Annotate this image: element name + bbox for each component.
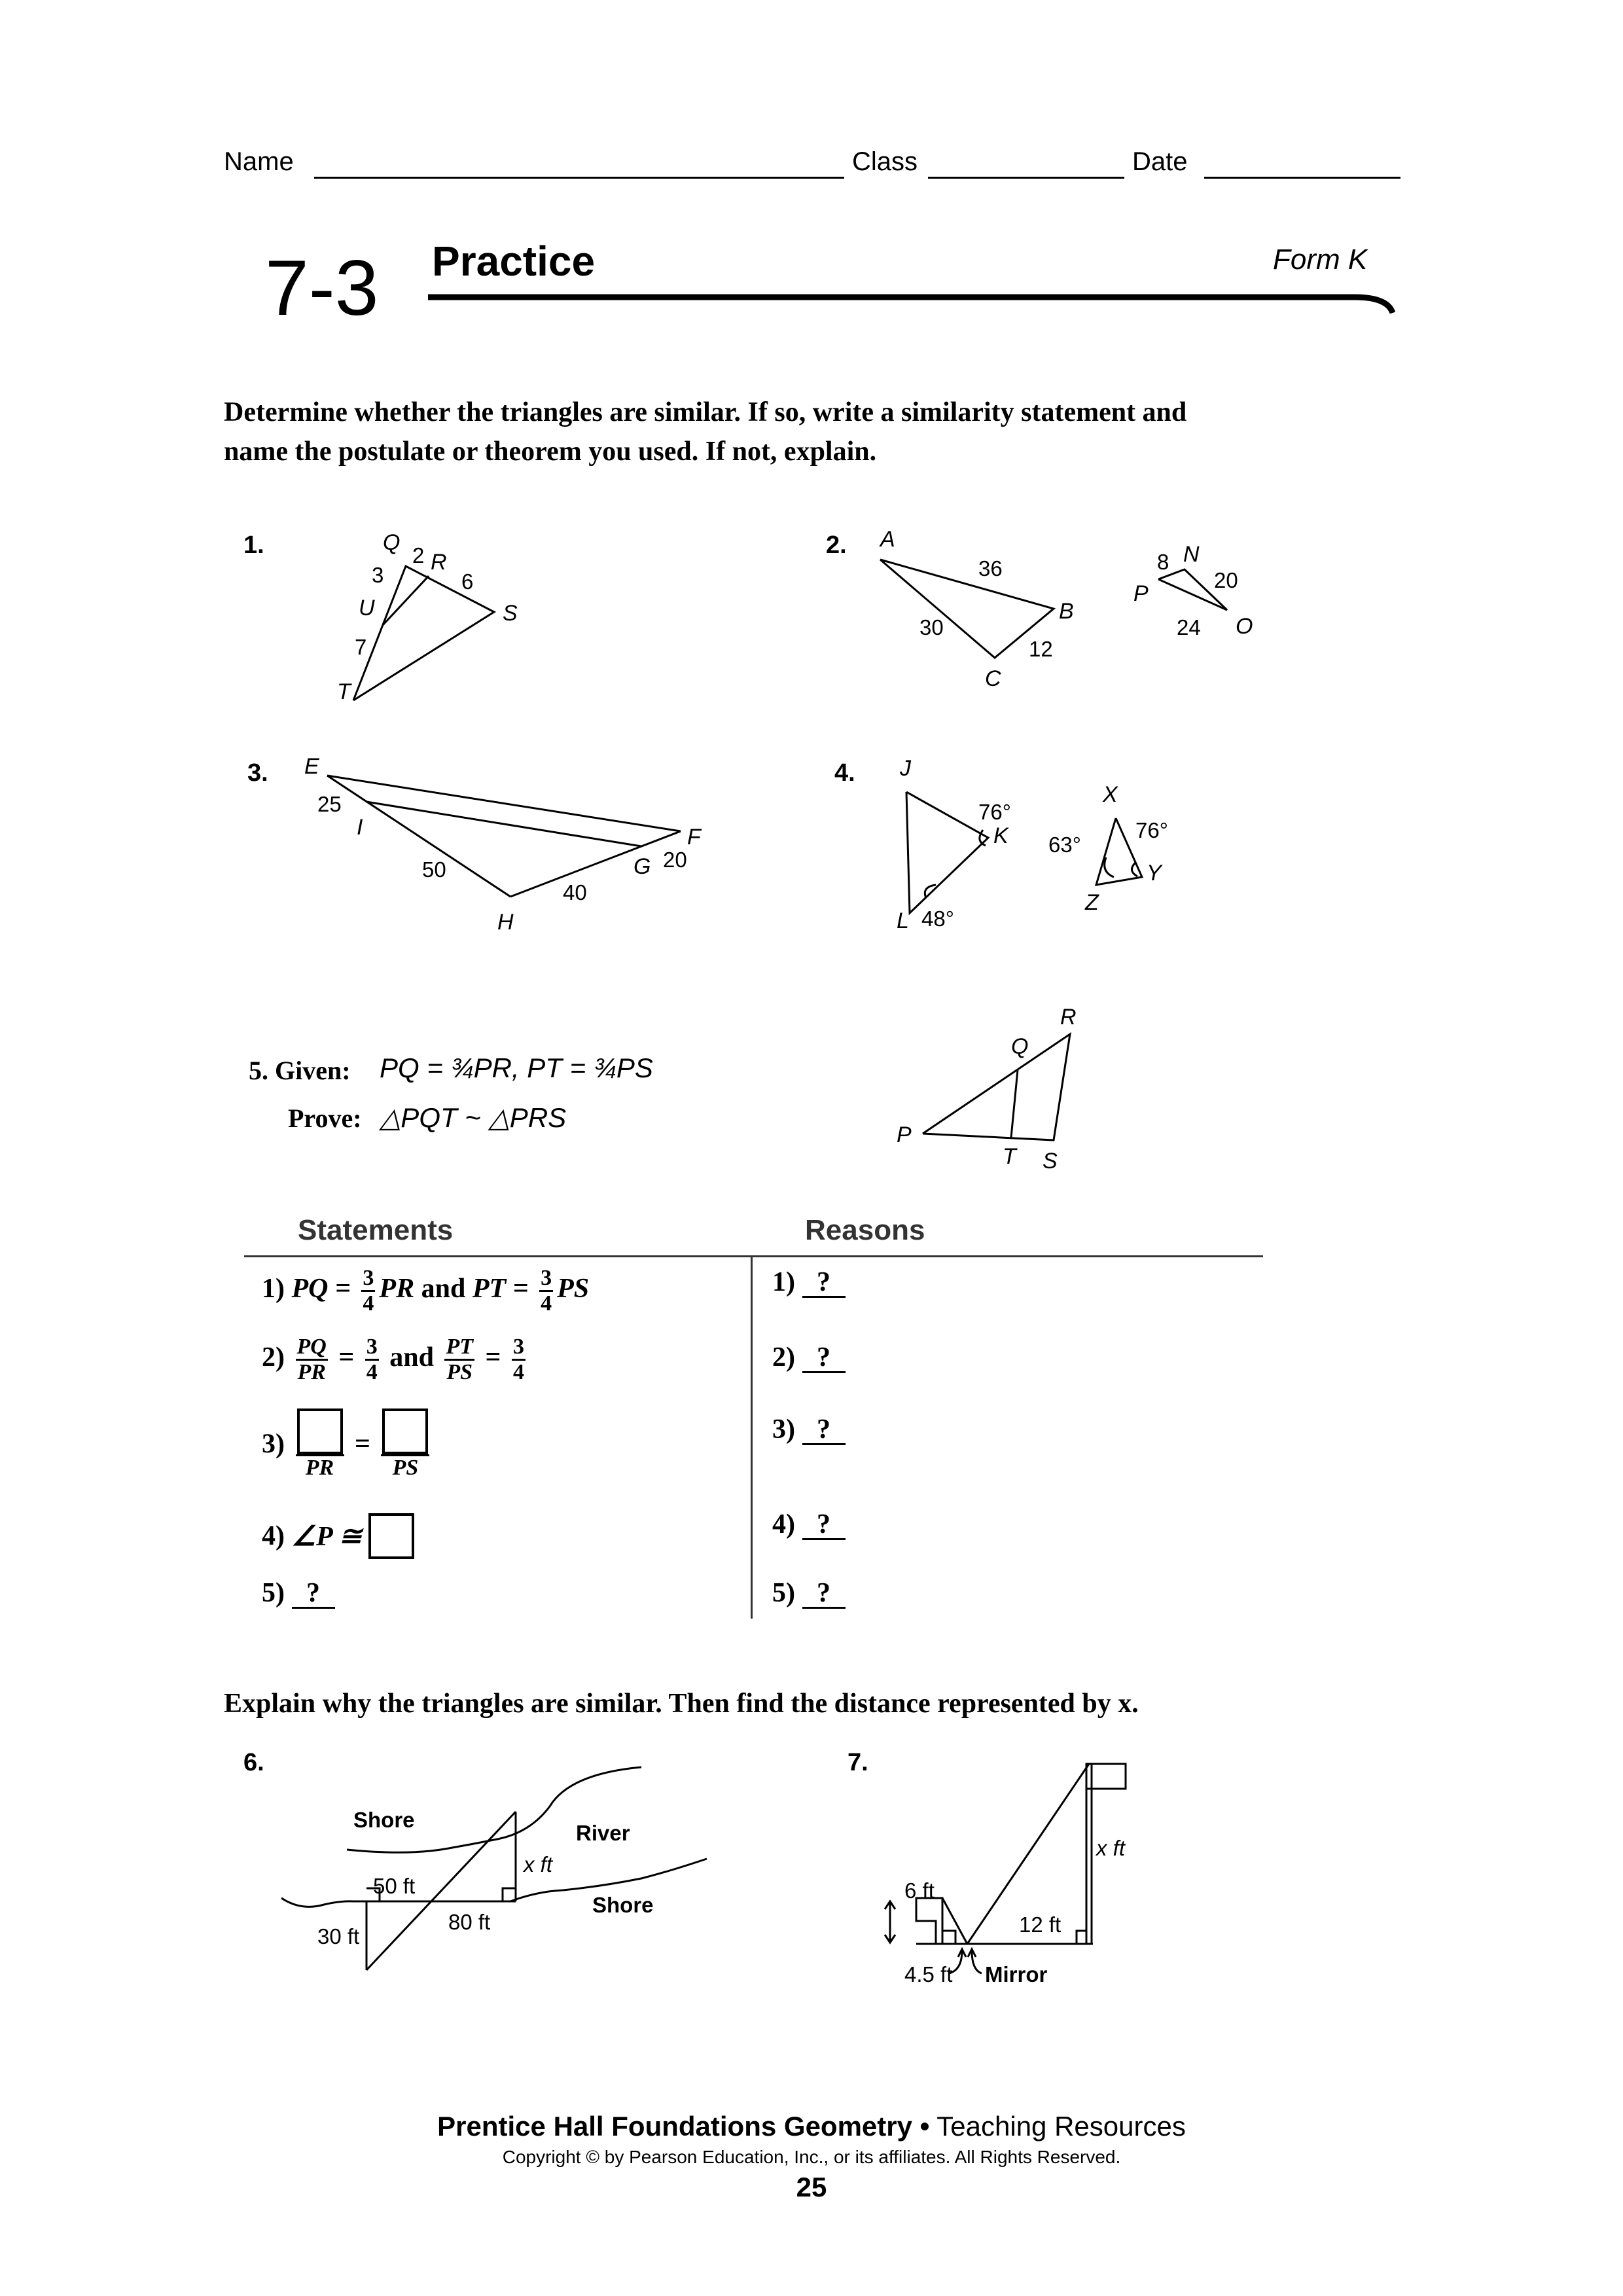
- label-r: R: [431, 550, 447, 575]
- problem-4-number: 4.: [834, 759, 855, 787]
- length-ut: 7: [355, 635, 367, 659]
- reason-2-blank[interactable]: ?: [802, 1344, 846, 1373]
- problem-3-figure: [294, 746, 766, 942]
- statement-5-blank[interactable]: ?: [292, 1579, 335, 1609]
- class-field[interactable]: [928, 177, 1124, 179]
- prove-label: Prove:: [288, 1103, 362, 1133]
- form-label: Form K: [1273, 243, 1368, 276]
- distance-x: x ft: [1096, 1836, 1126, 1860]
- distance-30: 30 ft: [317, 1924, 360, 1948]
- length-qr: 2: [412, 543, 425, 567]
- label-t: T: [1003, 1144, 1016, 1169]
- problem-3-number: 3.: [247, 759, 268, 787]
- statement-4: 4) ∠P ≅: [262, 1513, 414, 1559]
- length-ei: 25: [317, 792, 342, 816]
- problem-6-number: 6.: [243, 1749, 264, 1776]
- length-ab: 36: [978, 556, 1003, 581]
- length-gf: 20: [663, 848, 687, 872]
- title-rule: [425, 288, 1400, 327]
- statement-1: 1) PQ = $\frac{3}{4}$ PR and PT = $\frac{3}{4}$ PS: [262, 1266, 590, 1316]
- distance-80: 80 ft: [448, 1910, 491, 1934]
- statement-5: 5) ?: [262, 1577, 335, 1609]
- label-b: B: [1059, 599, 1074, 624]
- label-k: K: [993, 823, 1008, 848]
- instructions-line-1: Determine whether the triangles are similar. If so, write a similarity statement and: [224, 397, 1187, 427]
- label-g: G: [633, 854, 651, 879]
- problem-2-number: 2.: [826, 531, 847, 559]
- reasons-header: Reasons: [805, 1214, 925, 1246]
- label-c: C: [985, 666, 1001, 691]
- date-label: Date: [1132, 147, 1188, 176]
- problem-1-number: 1.: [243, 531, 264, 559]
- problem-5-figure: [883, 988, 1119, 1185]
- statement-3: 3) PR = PS: [262, 1408, 433, 1480]
- statement-2: 2) $\frac{PQ}{PR}$ = $\frac{3}{4}$ and $\frac{PT}{PS}$ = $\frac{3}{4}$: [262, 1335, 524, 1384]
- mirror-label: Mirror: [985, 1962, 1048, 1986]
- statement-3-blank-numerator-2[interactable]: [382, 1408, 428, 1454]
- prove-statement: △PQT ~ △PRS: [380, 1102, 567, 1133]
- label-a: A: [880, 527, 895, 552]
- height-6: 6 ft: [904, 1878, 935, 1903]
- name-field[interactable]: [314, 177, 844, 179]
- statement-3-blank-numerator-1[interactable]: [297, 1408, 343, 1454]
- problem-7-figure: [864, 1734, 1158, 2003]
- reason-2: 2) ?: [772, 1342, 846, 1373]
- lesson-number: 7-3: [265, 244, 379, 332]
- length-hg: 40: [563, 880, 587, 905]
- label-s: S: [503, 601, 518, 626]
- angle-k: 76°: [978, 800, 1011, 824]
- length-no: 20: [1214, 568, 1238, 592]
- instructions-line-2: name the postulate or theorem you used. If not, explain.: [224, 437, 877, 467]
- length-po: 24: [1177, 615, 1201, 639]
- class-label: Class: [852, 147, 918, 176]
- distance-50: 50 ft: [373, 1874, 416, 1898]
- reason-4-blank[interactable]: ?: [802, 1511, 846, 1540]
- problem-2-figure: [864, 517, 1283, 700]
- footer-copyright: Copyright © by Pearson Education, Inc., or its affiliates. All Rights Reserved.: [502, 2147, 1121, 2167]
- problem-5-number: 5.: [249, 1056, 268, 1085]
- reason-3: 3) ?: [772, 1414, 846, 1445]
- footer-title: Prentice Hall Foundations Geometry • Teaching Resources: [437, 2111, 1186, 2142]
- statements-header: Statements: [298, 1214, 454, 1246]
- length-pn: 8: [1157, 550, 1169, 574]
- page-number: 25: [796, 2172, 827, 2202]
- reason-1-blank[interactable]: ?: [802, 1268, 846, 1298]
- angle-l: 48°: [921, 906, 954, 931]
- label-e: E: [304, 754, 319, 779]
- reason-5: 5) ?: [772, 1577, 846, 1609]
- length-bc: 12: [1029, 637, 1053, 661]
- reason-3-blank[interactable]: ?: [802, 1416, 846, 1445]
- problem-4-figure: [877, 746, 1204, 949]
- label-u: U: [359, 596, 375, 620]
- problem-1-figure: [327, 524, 537, 713]
- distance-12: 12 ft: [1019, 1912, 1061, 1937]
- problem-7-number: 7.: [847, 1749, 868, 1776]
- label-q: Q: [1011, 1034, 1029, 1059]
- label-f: F: [687, 825, 701, 850]
- label-r: R: [1060, 1005, 1077, 1030]
- length-ac: 30: [919, 615, 944, 639]
- length-ih: 50: [422, 857, 446, 882]
- length-qu: 3: [372, 563, 384, 587]
- angle-z: 63°: [1048, 833, 1081, 857]
- problem-6-figure: [275, 1741, 733, 1990]
- given-statement: PQ = ¾PR, PT = ¾PS: [380, 1052, 653, 1083]
- proof-header-rule: [244, 1255, 1263, 1257]
- label-l: L: [897, 908, 909, 933]
- label-o: O: [1236, 614, 1253, 639]
- label-x: X: [1103, 782, 1118, 807]
- label-i: I: [357, 815, 363, 840]
- shore-bottom-label: Shore: [592, 1893, 654, 1917]
- reason-1: 1) ?: [772, 1266, 846, 1298]
- distance-4-5: 4.5 ft: [904, 1962, 953, 1986]
- date-field[interactable]: [1204, 177, 1400, 179]
- label-h: H: [497, 910, 514, 935]
- reason-5-blank[interactable]: ?: [802, 1579, 846, 1609]
- label-s: S: [1043, 1149, 1058, 1174]
- label-q: Q: [383, 530, 401, 555]
- label-t: T: [337, 679, 351, 704]
- label-y: Y: [1147, 861, 1162, 886]
- section-2-instructions: Explain why the triangles are similar. Then find the distance represented by x.: [224, 1689, 1139, 1719]
- label-j: J: [900, 756, 911, 781]
- statement-4-blank[interactable]: [368, 1513, 414, 1559]
- proof-column-divider: [751, 1255, 753, 1619]
- label-z: Z: [1085, 890, 1099, 915]
- label-p: P: [897, 1122, 912, 1147]
- reason-4: 4) ?: [772, 1509, 846, 1540]
- length-rs: 6: [461, 569, 474, 594]
- given-label: Given:: [275, 1056, 351, 1085]
- name-label: Name: [224, 147, 294, 176]
- distance-x: x ft: [524, 1852, 553, 1876]
- shore-top-label: Shore: [353, 1808, 415, 1832]
- label-p: P: [1133, 581, 1149, 606]
- angle-y: 76°: [1135, 818, 1168, 842]
- river-label: River: [576, 1821, 630, 1845]
- label-n: N: [1183, 542, 1200, 567]
- page-title: Practice: [432, 238, 596, 285]
